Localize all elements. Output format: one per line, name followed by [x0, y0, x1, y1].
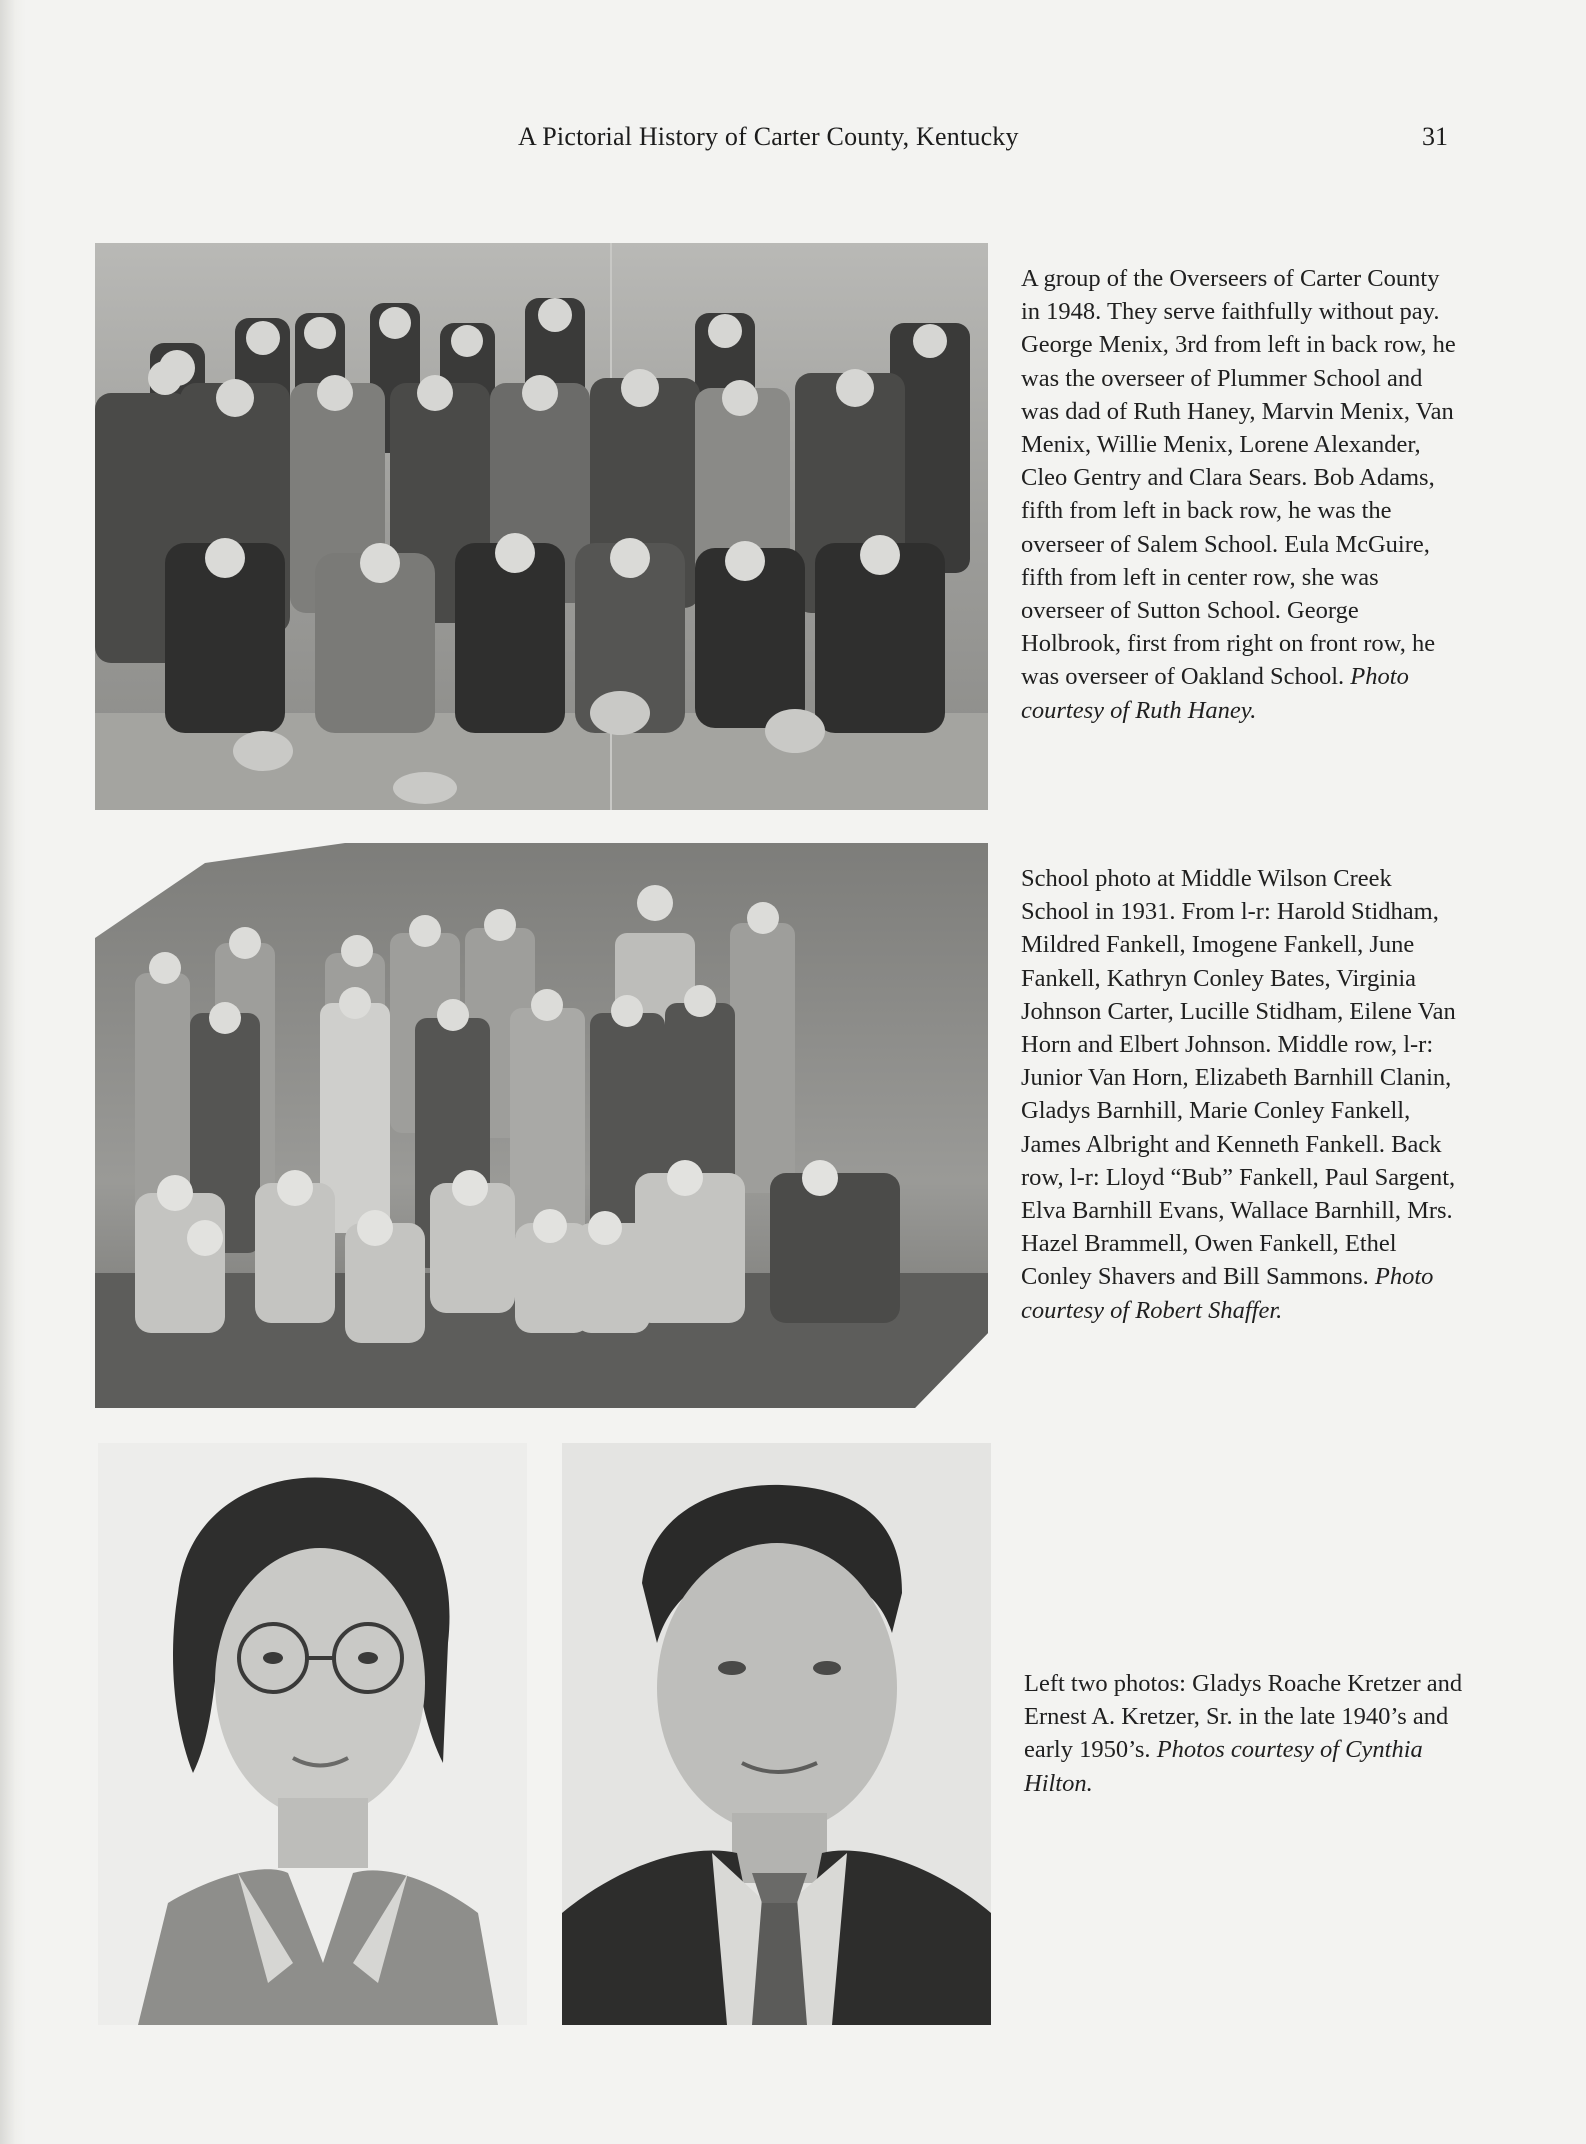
overseers-caption [1021, 262, 1461, 727]
school-group-photo [95, 843, 988, 1408]
running-header [0, 122, 1586, 162]
book-title: A Pictorial History of Carter County, Kentucky [518, 122, 1019, 151]
overseers-photo-credit: Photo courtesy of Ruth Haney. [1021, 663, 1409, 724]
overseers-group-photo [95, 243, 988, 810]
school-caption [1021, 862, 1461, 1327]
gladys-kretzer-portrait [98, 1443, 527, 2025]
portraits-caption [1024, 1667, 1464, 1800]
overseers-caption-text: A group of the Overseers of Carter County in 1948. They serve faithfully without pay. George Menix, 3rd from left in back row, he was the overseer of Plummer School and was dad of Ruth Haney, Marvin Menix, Van Menix, Willie Menix, Lorene Alexander, Cleo Gentry and Clara Sears. Bob Adams, fifth from left in back row, he was the overseer of Salem School. Eula McGuire, fifth from left in center row, she was overseer of Sutton School. George Holbrook, first from right on front row, he was overseer of Oakland School. [1021, 265, 1456, 691]
school-photo-credit: Photo courtesy of Robert Shaffer. [1021, 1263, 1434, 1324]
school-caption-text: School photo at Middle Wilson Creek School in 1931. From l-r: Harold Stidham, Mildred Fankell, Imogene Fankell, June Fankell, Kathryn Conley Bates, Virginia Johnson Carter, Lucille Stidham, Eilene Van Horn and Elbert Johnson. Middle row, l-r: Junior Van Horn, Elizabeth Barnhill Clanin, Gladys Barnhill, Marie Conley Fankell, James Albright and Kenneth Fankell. Back row, l-r: Lloyd “Bub” Fankell, Paul Sargent, Elva Barnhill Evans, Wallace Barnhill, Mrs. Hazel Brammell, Owen Fankell, Ethel Conley Shavers and Bill Sammons. [1021, 865, 1456, 1291]
page-gutter-shadow [0, 0, 26, 2144]
page-number: 31 [1422, 122, 1448, 151]
portraits-caption-text: Left two photos: Gladys Roache Kretzer and Ernest A. Kretzer, Sr. in the late 1940’s and early 1950’s. [1024, 1670, 1463, 1764]
ernest-kretzer-portrait [562, 1443, 991, 2025]
portraits-photo-credit: Photos courtesy of Cynthia Hilton. [1024, 1736, 1423, 1797]
